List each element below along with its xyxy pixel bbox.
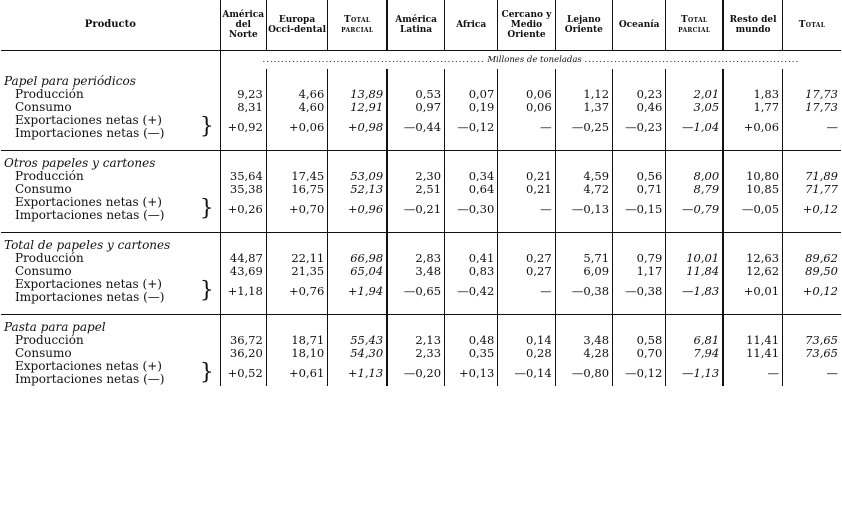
value-cell: 35,38	[220, 183, 266, 196]
value-cell: 16,75	[266, 183, 327, 196]
net-value-cell: +0,13	[445, 360, 498, 386]
value-cell: 35,64	[220, 170, 266, 183]
header-europa-occidental: Europa Occi-dental	[266, 0, 327, 51]
net-value-cell: —0,80	[555, 360, 612, 386]
group-title: Otros papeles y cartones	[4, 156, 156, 170]
brace-glyph: }	[199, 278, 214, 303]
net-value-cell: —	[783, 360, 841, 386]
net-value-cell: —0,05	[723, 196, 782, 222]
group-separator	[1, 304, 841, 315]
value-cell: 12,62	[723, 265, 782, 278]
header-total: Total	[783, 0, 841, 51]
value-cell: 17,45	[266, 170, 327, 183]
net-value-cell: +0,61	[266, 360, 327, 386]
group-title-row	[1, 151, 841, 171]
value-cell: 71,77	[783, 183, 841, 196]
net-value-cell: —	[783, 114, 841, 140]
value-cell: 8,00	[666, 170, 723, 183]
value-cell: 6,09	[555, 265, 612, 278]
value-cell: 0,58	[613, 334, 666, 347]
value-cell: 17,73	[783, 101, 841, 114]
paper-statistics-table	[1, 0, 841, 386]
net-value-cell: +1,13	[328, 360, 387, 386]
value-cell: 10,01	[666, 252, 723, 265]
header-america-norte: América del Norte	[220, 0, 266, 51]
net-value-cell: +0,06	[723, 114, 782, 140]
value-cell: 0,34	[445, 170, 498, 183]
group-title-row	[1, 233, 841, 253]
net-export-label: Exportaciones netas (+)	[15, 277, 162, 291]
net-value-cell: —0,14	[498, 360, 555, 386]
value-cell: 1,77	[723, 101, 782, 114]
group-separator	[1, 222, 841, 233]
header-cercano-medio-oriente: Cercano y Medio Oriente	[498, 0, 555, 51]
net-value-cell: —0,42	[445, 278, 498, 304]
header-lejano-oriente: Lejano Oriente	[555, 0, 612, 51]
value-cell: 21,35	[266, 265, 327, 278]
value-cell: 11,41	[723, 347, 782, 360]
net-value-cell: —0,65	[387, 278, 444, 304]
value-cell: 9,23	[220, 88, 266, 101]
value-cell: 10,80	[723, 170, 782, 183]
value-cell: 0,07	[445, 88, 498, 101]
net-value-cell: +1,94	[328, 278, 387, 304]
value-cell: 73,65	[783, 334, 841, 347]
header-america-latina: América Latina	[387, 0, 444, 51]
net-value-cell: —0,15	[613, 196, 666, 222]
value-cell: 0,14	[498, 334, 555, 347]
value-cell: 0,56	[613, 170, 666, 183]
net-value-cell: —0,21	[387, 196, 444, 222]
value-cell: 0,79	[613, 252, 666, 265]
net-value-cell: +0,98	[328, 114, 387, 140]
value-cell: 18,10	[266, 347, 327, 360]
value-cell: 89,50	[783, 265, 841, 278]
value-cell: 13,89	[328, 88, 387, 101]
net-value-cell: —0,20	[387, 360, 444, 386]
value-cell: 0,28	[498, 347, 555, 360]
header-total-parcial-1: Total parcial	[328, 0, 387, 51]
net-trade-labels	[1, 278, 220, 304]
value-cell: 0,23	[613, 88, 666, 101]
row-label: Producción	[15, 169, 84, 183]
value-cell: 36,72	[220, 334, 266, 347]
brace-glyph: }	[199, 196, 214, 221]
header-resto-del-mundo: Resto del mundo	[723, 0, 782, 51]
unit-row	[1, 51, 841, 70]
net-import-label: Importaciones netas (—)	[15, 372, 165, 386]
value-cell: 2,51	[387, 183, 444, 196]
net-value-cell: —1,13	[666, 360, 723, 386]
value-cell: 0,27	[498, 252, 555, 265]
value-cell: 12,63	[723, 252, 782, 265]
value-cell: 7,94	[666, 347, 723, 360]
value-cell: 0,83	[445, 265, 498, 278]
header-total-parcial-2: Total parcial	[666, 0, 723, 51]
value-cell: 0,35	[445, 347, 498, 360]
value-cell: 6,81	[666, 334, 723, 347]
value-cell: 1,37	[555, 101, 612, 114]
net-import-label: Importaciones netas (—)	[15, 290, 165, 304]
net-value-cell: —0,23	[613, 114, 666, 140]
value-cell: 11,41	[723, 334, 782, 347]
value-cell: 54,30	[328, 347, 387, 360]
value-cell: 3,48	[387, 265, 444, 278]
value-cell: 66,98	[328, 252, 387, 265]
net-value-cell: +0,52	[220, 360, 266, 386]
value-cell: 65,04	[328, 265, 387, 278]
unit-label: ............................................................ Millones de toneladas ..........................................................	[220, 51, 841, 70]
value-cell: 0,64	[445, 183, 498, 196]
value-cell: 89,62	[783, 252, 841, 265]
value-cell: 4,60	[266, 101, 327, 114]
table-body	[1, 51, 841, 387]
net-value-cell: +0,06	[266, 114, 327, 140]
group-title-row	[1, 69, 841, 88]
header-oceania: Oceanía	[613, 0, 666, 51]
value-cell: 0,21	[498, 183, 555, 196]
value-cell: 0,06	[498, 101, 555, 114]
value-cell: 71,89	[783, 170, 841, 183]
value-cell: 1,17	[613, 265, 666, 278]
net-import-label: Importaciones netas (—)	[15, 126, 165, 140]
net-value-cell: —0,38	[613, 278, 666, 304]
value-cell: 55,43	[328, 334, 387, 347]
value-cell: 1,12	[555, 88, 612, 101]
net-value-cell: —	[723, 360, 782, 386]
value-cell: 3,48	[555, 334, 612, 347]
net-value-cell: +0,01	[723, 278, 782, 304]
net-value-cell: —0,44	[387, 114, 444, 140]
row-label: Producción	[15, 251, 84, 265]
net-value-cell: —0,25	[555, 114, 612, 140]
value-cell: 2,33	[387, 347, 444, 360]
value-cell: 2,83	[387, 252, 444, 265]
net-trade-row	[1, 114, 841, 140]
value-cell: 10,85	[723, 183, 782, 196]
value-cell: 8,79	[666, 183, 723, 196]
net-value-cell: +0,12	[783, 196, 841, 222]
value-cell: 1,83	[723, 88, 782, 101]
value-cell: 44,87	[220, 252, 266, 265]
value-cell: 0,21	[498, 170, 555, 183]
header-producto: Producto	[1, 0, 220, 51]
net-value-cell: —	[498, 278, 555, 304]
net-trade-labels	[1, 196, 220, 222]
group-title: Total de papeles y cartones	[4, 238, 171, 252]
net-trade-labels	[1, 114, 220, 140]
group-title: Pasta para papel	[4, 320, 106, 334]
net-trade-labels	[1, 360, 220, 386]
value-cell: 2,01	[666, 88, 723, 101]
value-cell: 8,31	[220, 101, 266, 114]
net-value-cell: +0,92	[220, 114, 266, 140]
value-cell: 2,30	[387, 170, 444, 183]
value-cell: 4,28	[555, 347, 612, 360]
value-cell: 3,05	[666, 101, 723, 114]
brace-glyph: }	[199, 114, 214, 139]
row-label: Consumo	[15, 346, 72, 360]
value-cell: 4,72	[555, 183, 612, 196]
net-export-label: Exportaciones netas (+)	[15, 195, 162, 209]
net-trade-row	[1, 278, 841, 304]
value-cell: 2,13	[387, 334, 444, 347]
value-cell: 17,73	[783, 88, 841, 101]
header-africa: Africa	[445, 0, 498, 51]
net-value-cell: —1,83	[666, 278, 723, 304]
net-value-cell: +0,26	[220, 196, 266, 222]
value-cell: 0,27	[498, 265, 555, 278]
value-cell: 0,19	[445, 101, 498, 114]
value-cell: 73,65	[783, 347, 841, 360]
net-value-cell: +0,12	[783, 278, 841, 304]
brace-glyph: }	[199, 360, 214, 385]
net-export-label: Exportaciones netas (+)	[15, 359, 162, 373]
row-label: Consumo	[15, 100, 72, 114]
net-value-cell: —1,04	[666, 114, 723, 140]
net-value-cell: —0,12	[613, 360, 666, 386]
net-value-cell: +0,96	[328, 196, 387, 222]
group-separator	[1, 140, 841, 151]
header-row	[1, 0, 841, 51]
value-cell: 43,69	[220, 265, 266, 278]
row-label: Producción	[15, 333, 84, 347]
value-cell: 52,13	[328, 183, 387, 196]
value-cell: 18,71	[266, 334, 327, 347]
net-value-cell: +0,70	[266, 196, 327, 222]
value-cell: 0,06	[498, 88, 555, 101]
net-value-cell: —	[498, 196, 555, 222]
value-cell: 0,71	[613, 183, 666, 196]
net-value-cell: —0,12	[445, 114, 498, 140]
net-value-cell: +0,76	[266, 278, 327, 304]
value-cell: 4,59	[555, 170, 612, 183]
row-label: Producción	[15, 87, 84, 101]
value-cell: 0,46	[613, 101, 666, 114]
value-cell: 4,66	[266, 88, 327, 101]
group-title: Papel para periódicos	[4, 74, 136, 88]
net-value-cell: —0,38	[555, 278, 612, 304]
value-cell: 36,20	[220, 347, 266, 360]
row-label: Consumo	[15, 264, 72, 278]
value-cell: 53,09	[328, 170, 387, 183]
net-value-cell: —0,30	[445, 196, 498, 222]
net-trade-row	[1, 196, 841, 222]
value-cell: 5,71	[555, 252, 612, 265]
net-value-cell: —0,13	[555, 196, 612, 222]
value-cell: 0,70	[613, 347, 666, 360]
net-value-cell: —0,79	[666, 196, 723, 222]
net-import-label: Importaciones netas (—)	[15, 208, 165, 222]
value-cell: 0,53	[387, 88, 444, 101]
group-title-row	[1, 315, 841, 335]
net-value-cell: —	[498, 114, 555, 140]
net-trade-row	[1, 360, 841, 386]
value-cell: 22,11	[266, 252, 327, 265]
value-cell: 12,91	[328, 101, 387, 114]
net-value-cell: +1,18	[220, 278, 266, 304]
value-cell: 0,41	[445, 252, 498, 265]
net-export-label: Exportaciones netas (+)	[15, 113, 162, 127]
row-label: Consumo	[15, 182, 72, 196]
value-cell: 0,48	[445, 334, 498, 347]
value-cell: 11,84	[666, 265, 723, 278]
value-cell: 0,97	[387, 101, 444, 114]
